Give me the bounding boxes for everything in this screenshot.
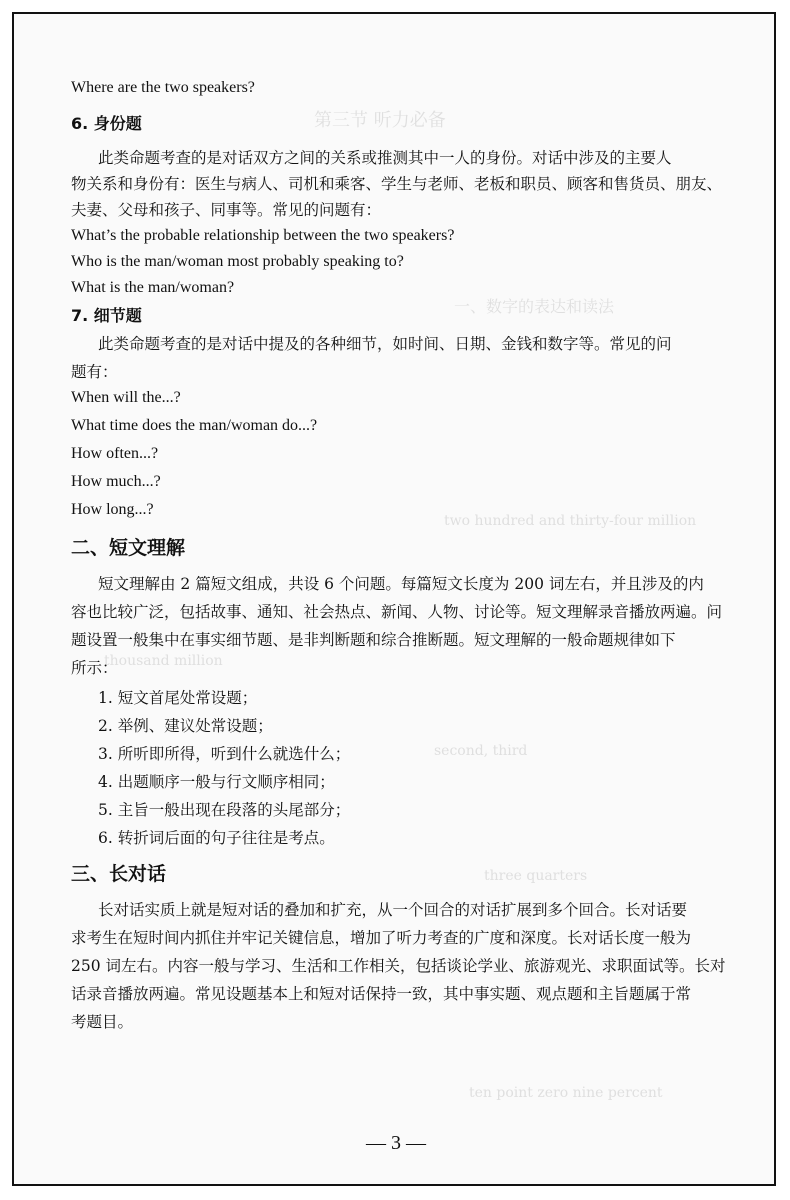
bleed-through-text: thousand million — [104, 653, 223, 669]
text-line: 短文理解由 2 篇短文组成，共设 6 个问题。每篇短文长度为 200 词左右，并且涉及的内 — [98, 575, 704, 593]
text-line: 题设置一般集中在事实细节题、是非判断题和综合推断题。短文理解的一般命题规律如下 — [71, 631, 676, 649]
text-line: What’s the probable relationship between the two speakers? — [71, 227, 455, 244]
list-item: 6. 转折词后面的句子往往是考点。 — [98, 829, 335, 847]
text-line: What is the man/woman? — [71, 279, 235, 296]
bleed-through-text: 第三节 听力必备 — [314, 110, 446, 131]
text-line: 考题目。 — [71, 1013, 134, 1031]
section-heading: 二、短文理解 — [71, 537, 186, 559]
bleed-through-text: second, third — [434, 743, 528, 759]
bleed-through-text: ten point zero nine percent — [469, 1085, 663, 1101]
text-line: Where are the two speakers? — [71, 79, 255, 96]
bleed-through-text: three quarters — [484, 868, 588, 884]
list-item: 5. 主旨一般出现在段落的头尾部分； — [98, 801, 351, 819]
text-line: Who is the man/woman most probably speaking to? — [71, 253, 404, 270]
text-line: When will the...? — [71, 389, 181, 406]
section-heading: 三、长对话 — [71, 863, 167, 885]
text-line: 夫妻、父母和孩子、同事等。常见的问题有： — [71, 201, 382, 219]
text-line: 容也比较广泛，包括故事、通知、社会热点、新闻、人物、讨论等。短文理解录音播放两遍。问 — [71, 603, 723, 621]
bleed-through-text: two hundred and thirty-four million — [444, 513, 697, 529]
text-line: 250 词左右。内容一般与学习、生活和工作相关，包括谈论学业、旅游观光、求职面试等。长对 — [71, 957, 726, 975]
text-line: 长对话实质上就是短对话的叠加和扩充，从一个回合的对话扩展到多个回合。长对话要 — [98, 901, 688, 919]
text-line: 求考生在短时间内抓住并牢记关键信息，增加了听力考查的广度和深度。长对话长度一般为 — [71, 929, 692, 947]
text-line: What time does the man/woman do...? — [71, 417, 318, 434]
text-line: 话录音播放两遍。常见设题基本上和短对话保持一致，其中事实题、观点题和主旨题属于常 — [71, 985, 692, 1003]
subheading: 6. 身份题 — [71, 114, 142, 133]
list-item: 3. 所听即所得，听到什么就选什么； — [98, 745, 351, 763]
list-item: 4. 出题顺序一般与行文顺序相同； — [98, 773, 335, 791]
text-line: 此类命题考查的是对话双方之间的关系或推测其中一人的身份。对话中涉及的主要人 — [98, 149, 672, 167]
text-line: How much...? — [71, 473, 161, 490]
list-item: 1. 短文首尾处常设题； — [98, 689, 258, 707]
bleed-through-text: 一、数字的表达和读法 — [454, 297, 615, 316]
subheading: 7. 细节题 — [71, 306, 142, 325]
text-line: 所示： — [71, 659, 118, 677]
text-line: How often...? — [71, 445, 159, 462]
book-page — [12, 12, 776, 1186]
list-item: 2. 举例、建议处常设题； — [98, 717, 273, 735]
text-line: How long...? — [71, 501, 154, 518]
text-line: 题有： — [71, 363, 118, 381]
text-line: 此类命题考查的是对话中提及的各种细节，如时间、日期、金钱和数字等。常见的问 — [98, 335, 672, 353]
text-line: 物关系和身份有：医生与病人、司机和乘客、学生与老师、老板和职员、顾客和售货员、朋友、 — [71, 175, 723, 193]
page-number: — 3 — — [366, 1132, 426, 1154]
